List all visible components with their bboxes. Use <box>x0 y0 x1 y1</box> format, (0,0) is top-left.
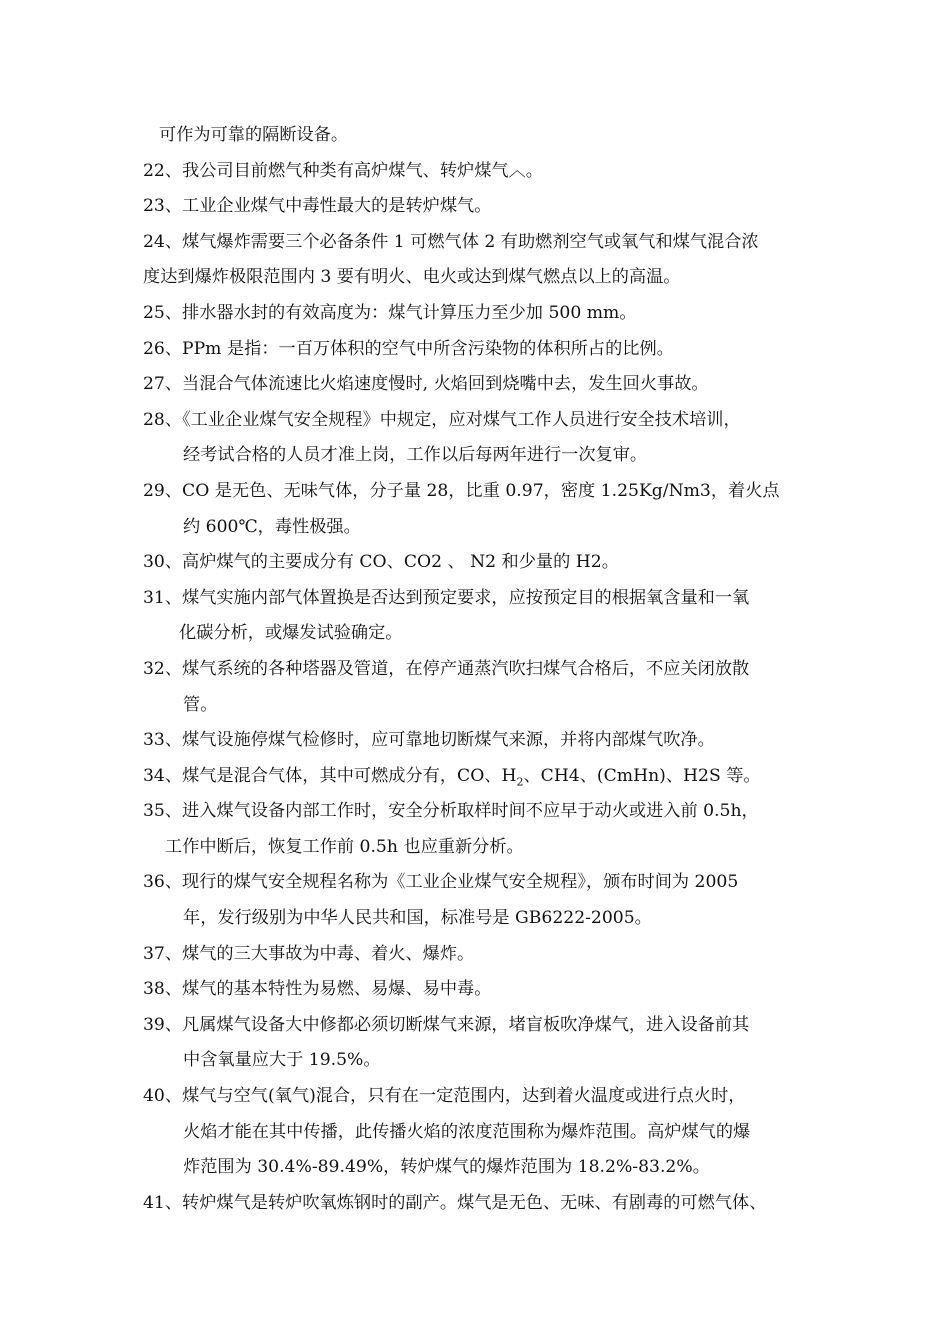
text-segment: 、CH4、(CmHn)、H2S 等。 <box>523 765 761 786</box>
text-line: 约 600℃，毒性极强。 <box>183 516 361 537</box>
text-line: 炸范围为 30.4%-89.49%，转炉煤气的爆炸范围为 18.2%-83.2%。 <box>183 1157 710 1178</box>
text-line: 36、现行的煤气安全规程名称为《工业企业煤气安全规程》，颁布时间为 2005 <box>143 872 739 893</box>
text-line: 工作中断后，恢复工作前 0.5h 也应重新分析。 <box>165 836 524 857</box>
text-line: 25、排水器水封的有效高度为：煤气计算压力至少加 500 mm。 <box>143 302 637 323</box>
text-line: 管。 <box>183 694 218 715</box>
text-line: 23、工业企业煤气中毒性最大的是转炉煤气。 <box>143 196 492 217</box>
text-line: 22、我公司目前燃气种类有高炉煤气、转炉煤气︿。 <box>143 160 543 181</box>
text-line: 年，发行级别为中华人民共和国，标准号是 GB6222-2005。 <box>183 908 652 929</box>
text-line: 39、凡属煤气设备大中修都必须切断煤气来源，堵盲板吹净煤气，进入设备前其 <box>143 1014 750 1035</box>
text-line: 26、PPm 是指：一百万体积的空气中所含污染物的体积所占的比例。 <box>143 338 674 359</box>
subscript: 2 <box>516 775 524 789</box>
text-line <box>143 759 813 795</box>
text-line: 火焰才能在其中传播，此传播火焰的浓度范围称为爆炸范围。高炉煤气的爆 <box>183 1121 751 1142</box>
text-line: 24、煤气爆炸需要三个必备条件 1 可燃气体 2 有助燃剂空气或氧气和煤气混合浓 <box>143 231 759 252</box>
text-line: 经考试合格的人员才准上岗，工作以后每两年进行一次复审。 <box>183 445 648 466</box>
text-line: 度达到爆炸极限范围内 3 要有明火、电火或达到煤气燃点以上的高温。 <box>143 267 681 288</box>
text-line: 32、煤气系统的各种塔器及管道，在停产通蒸汽吹扫煤气合格后，不应关闭放散 <box>143 658 750 679</box>
text-line: 40、煤气与空气(氧气)混合，只有在一定范围内，达到着火温度或进行点火时， <box>143 1086 746 1107</box>
text-line: 31、煤气实施内部气体置换是否达到预定要求，应按预定目的根据氧含量和一氧 <box>143 587 750 608</box>
text-line: 41、转炉煤气是转炉吹氧炼钢时的副产。煤气是无色、无味、有剧毒的可燃气体、 <box>143 1192 767 1213</box>
text-line: 29、CO 是无色、无味气体，分子量 28，比重 0.97，密度 1.25Kg/Nm3，着火点 <box>143 480 780 501</box>
text-line: 中含氧量应大于 19.5%。 <box>183 1050 381 1071</box>
text-segment: 34、煤气是混合气体，其中可燃成分有，CO、H <box>143 765 517 786</box>
text-line: 33、煤气设施停煤气检修时，应可靠地切断煤气来源，并将内部煤气吹净。 <box>143 730 715 751</box>
text-line: 27、当混合气体流速比火焰速度慢时, 火焰回到烧嘴中去，发生回火事故。 <box>143 374 709 395</box>
text-line: 37、煤气的三大事故为中毒、着火、爆炸。 <box>143 943 475 964</box>
text-line: 化碳分析，或爆发试验确定。 <box>179 623 403 644</box>
text-line: 可作为可靠的隔断设备。 <box>159 125 349 145</box>
text-line: 30、高炉煤气的主要成分有 CO、CO2 、 N2 和少量的 H2。 <box>143 552 619 573</box>
document-body <box>143 118 813 1221</box>
text-line: 38、煤气的基本特性为易燃、易爆、易中毒。 <box>143 979 492 1000</box>
text-line: 35、进入煤气设备内部工作时，安全分析取样时间不应早于动火或进入前 0.5h， <box>143 801 759 822</box>
text-line: 28、《工业企业煤气安全规程》中规定，应对煤气工作人员进行安全技术培训， <box>143 409 741 430</box>
